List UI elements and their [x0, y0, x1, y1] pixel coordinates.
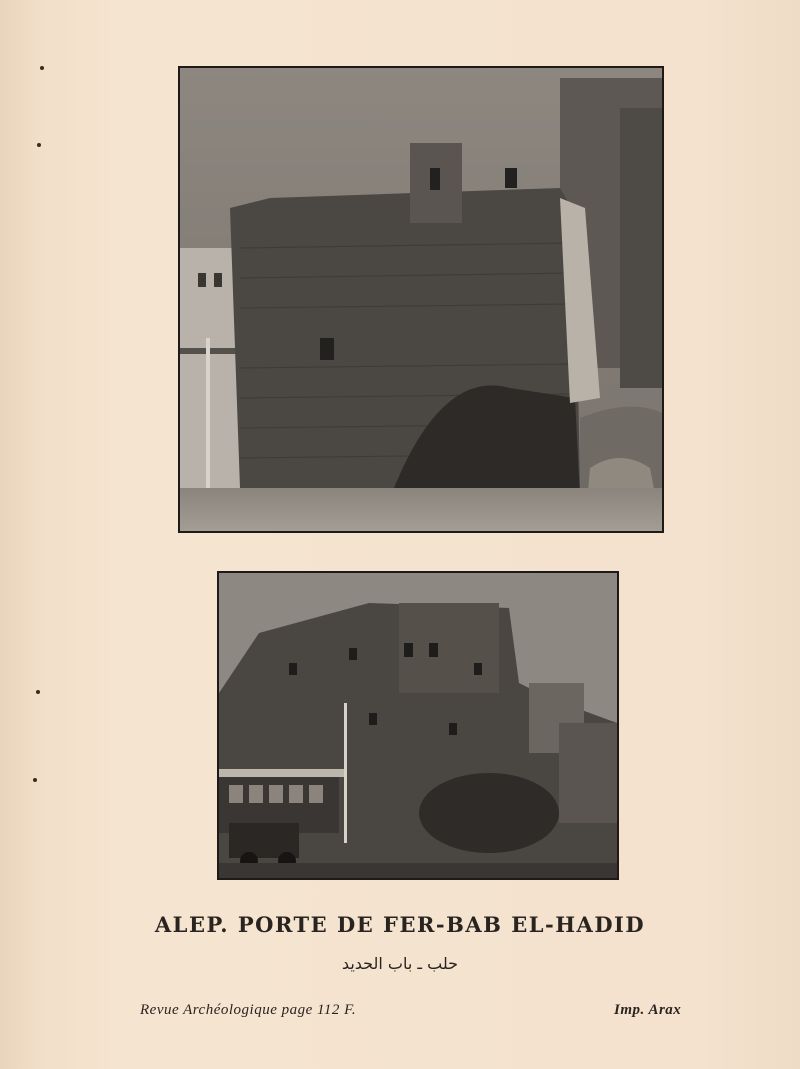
- binding-hole: [33, 778, 37, 782]
- binding-hole: [40, 66, 44, 70]
- binding-hole: [37, 143, 41, 147]
- binding-hole: [36, 690, 40, 694]
- photo-gate-distant-view: [217, 571, 619, 880]
- plate-caption-arabic: حلب ـ باب الحديد: [341, 954, 459, 973]
- journal-reference: Revue Archéologique page 112 F.: [140, 1002, 357, 1018]
- printer-credit: Imp. Arax: [614, 1002, 682, 1018]
- plate-caption-title: ALEP. PORTE DE FER-BAB EL-HADID: [154, 912, 646, 937]
- photo-gate-tower-close: [178, 66, 664, 533]
